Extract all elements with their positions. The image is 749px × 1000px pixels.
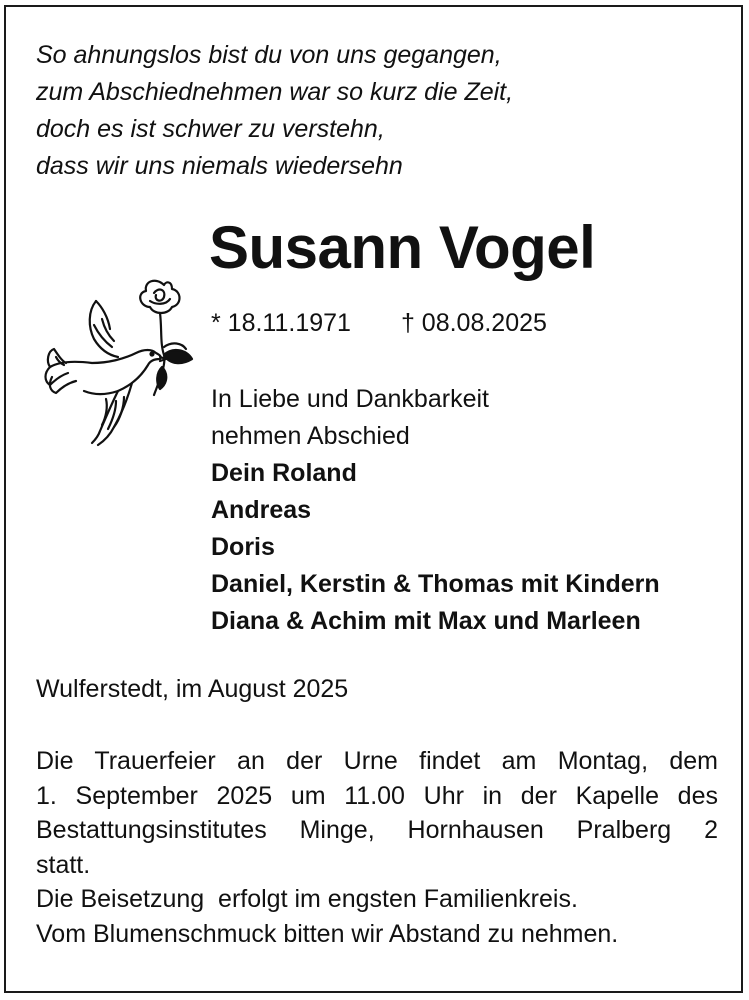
mourner-name: Andreas [211, 496, 312, 524]
intro-line: In Liebe und Dankbarkeit [211, 385, 489, 413]
obituary-notice [4, 5, 743, 993]
flowers-note: Vom Blumenschmuck bitten wir Abstand zu nehmen. [36, 919, 619, 948]
ceremony-line: Die Trauerfeier an der Urne findet am Montag, dem [36, 747, 718, 775]
mourner-name: Diana & Achim mit Max und Marleen [211, 607, 641, 635]
ceremony-line: statt. [36, 850, 91, 879]
poem [36, 37, 513, 185]
poem-line: So ahnungslos bist du von uns gegangen, [36, 41, 502, 69]
death-date: † 08.08.2025 [400, 309, 547, 337]
family-section [211, 381, 660, 640]
ceremony-details [36, 744, 718, 951]
life-dates [211, 309, 547, 338]
mourner-name: Daniel, Kerstin & Thomas mit Kindern [211, 570, 660, 598]
mourner-name: Dein Roland [211, 459, 357, 487]
mourner-name: Doris [211, 533, 275, 561]
ceremony-line: 1. September 2025 um 11.00 Uhr in der Kapelle des [36, 781, 718, 810]
poem-line: zum Abschiednehmen war so kurz die Zeit, [36, 78, 514, 106]
dove-with-rose-icon [36, 271, 206, 451]
burial-note: Die Beisetzung erfolgt im engsten Familienkreis. [36, 885, 578, 913]
poem-line: doch es ist schwer zu verstehn, [36, 115, 385, 143]
birth-date: * 18.11.1971 [211, 309, 351, 337]
ceremony-line: Bestattungsinstitutes Minge, Hornhausen Pralberg 2 [36, 816, 718, 844]
poem-line: dass wir uns niemals wiedersehn [36, 152, 403, 180]
place-and-date: Wulferstedt, im August 2025 [36, 675, 349, 703]
deceased-name: Susann Vogel [209, 214, 596, 281]
intro-line: nehmen Abschied [211, 422, 410, 450]
